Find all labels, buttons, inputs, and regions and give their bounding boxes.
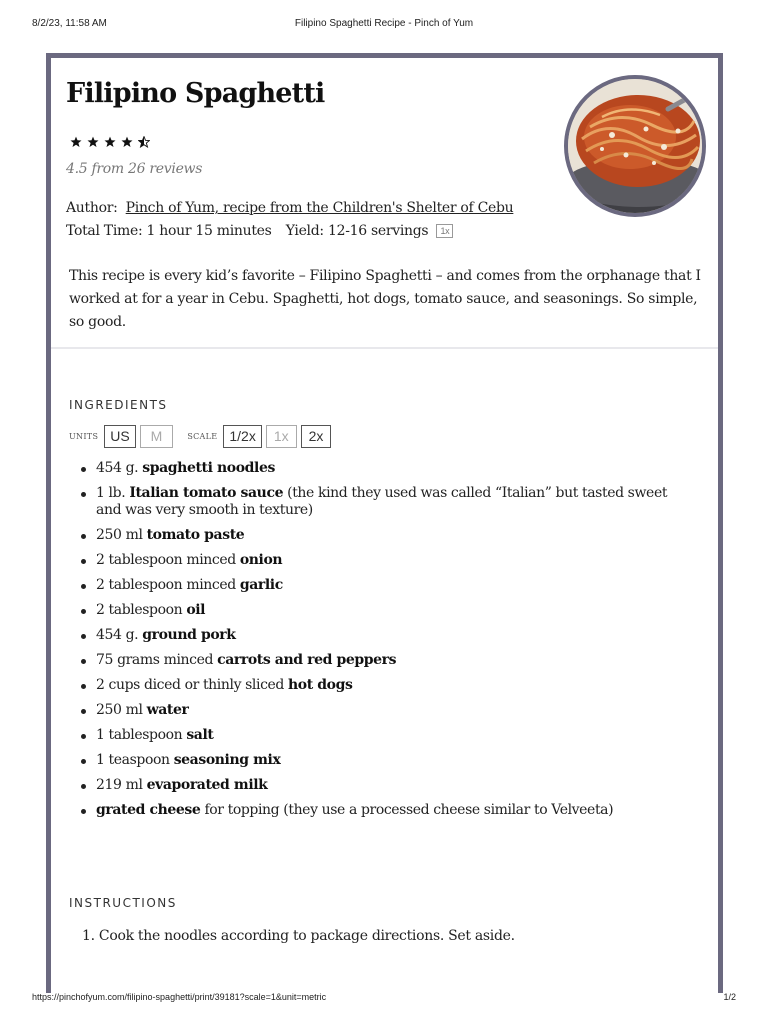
ingredient-item [75, 652, 695, 669]
instruction-step-text: Cook the noodles according to package directions. Set aside. [98, 928, 515, 944]
print-header [32, 18, 736, 32]
ingredient-name: garlic [239, 577, 283, 593]
ingredient-name: hot dogs [288, 677, 353, 693]
ingredient-amount: 250 ml [96, 527, 147, 543]
star-half-icon [138, 136, 150, 148]
ingredient-item [75, 677, 695, 694]
units-metric-button[interactable]: M [140, 425, 174, 448]
ingredient-item [75, 460, 695, 477]
total-time-value: 1 hour 15 minutes [146, 223, 272, 239]
scale-1x-button[interactable]: 1x [266, 425, 297, 448]
recipe-card [46, 53, 723, 993]
ingredient-amount: 1 tablespoon [96, 727, 187, 743]
recipe-title: Filipino Spaghetti [66, 78, 325, 109]
print-url: https://pinchofyum.com/filipino-spaghetti/print/39181?scale=1&unit=metric [32, 992, 327, 1002]
instruction-step [82, 926, 702, 946]
instruction-step-number: 1. [82, 928, 99, 944]
ingredient-amount: 2 cups diced or thinly sliced [96, 677, 289, 693]
ingredient-name: onion [239, 552, 283, 568]
instructions-heading: INSTRUCTIONS [69, 896, 177, 910]
ingredient-amount: 2 tablespoon minced [96, 552, 240, 568]
star-full-icon [70, 136, 82, 148]
print-date: 8/2/23, 11:58 AM [32, 18, 107, 29]
instructions-list [82, 926, 702, 946]
yield-value: 12-16 servings [327, 223, 429, 239]
print-doc-title: Filipino Spaghetti Recipe - Pinch of Yum [294, 18, 474, 29]
units-us-button[interactable]: US [104, 425, 135, 448]
print-footer [32, 992, 736, 1006]
total-time-label: Total Time: [66, 223, 143, 239]
ingredient-amount: 2 tablespoon [96, 602, 187, 618]
ingredient-name: tomato paste [146, 527, 245, 543]
ingredient-item [75, 627, 695, 644]
ingredient-name: carrots and red peppers [217, 652, 397, 668]
star-full-icon [104, 136, 116, 148]
ingredients-list [75, 460, 695, 827]
rating-text: 4.5 from 26 reviews [66, 161, 203, 177]
ingredient-amount: 1 teaspoon [96, 752, 174, 768]
yield-label: Yield: [285, 223, 324, 239]
ingredient-name: seasoning mix [173, 752, 281, 768]
ingredient-amount: 454 g. [96, 627, 143, 643]
unit-scale-controls [69, 424, 335, 448]
ingredient-item [75, 602, 695, 619]
ingredient-name: grated cheese [96, 802, 201, 818]
scale-label: SCALE [187, 431, 218, 441]
ingredient-item [75, 752, 695, 769]
ingredient-item [75, 777, 695, 794]
ingredient-item [75, 485, 695, 519]
print-page-number: 1/2 [723, 992, 736, 1002]
ingredient-amount: 219 ml [96, 777, 147, 793]
ingredient-name: water [146, 702, 189, 718]
ingredient-amount: 250 ml [96, 702, 147, 718]
ingredient-name: salt [186, 727, 214, 743]
ingredient-note: (the kind they used was called “Italian” but tasted sweet and was very smooth in texture) [96, 485, 668, 518]
recipe-summary: This recipe is every kid’s favorite – Filipino Spaghetti – and comes from the orphanage that I worked at for a year in Cebu. Spaghetti, hot dogs, tomato sauce, and seasonings. So simple, so good. [69, 268, 701, 330]
ingredient-item [75, 802, 695, 819]
ingredient-amount: 2 tablespoon minced [96, 577, 240, 593]
ingredient-name: spaghetti noodles [142, 460, 275, 476]
units-label: UNITS [69, 431, 99, 441]
yield-scale-pill[interactable]: 1x [436, 224, 453, 238]
ingredient-item [75, 727, 695, 744]
spaghetti-photo-illustration [568, 79, 706, 217]
ingredient-item [75, 527, 695, 544]
ingredient-amount: 75 grams minced [96, 652, 218, 668]
section-divider [51, 347, 718, 349]
scale-half-button[interactable]: 1/2x [223, 425, 261, 448]
ingredient-item [75, 702, 695, 719]
rating-stars [70, 136, 150, 148]
ingredient-amount: 454 g. [96, 460, 143, 476]
ingredient-name: evaporated milk [146, 777, 268, 793]
time-yield-line [66, 223, 453, 239]
ingredients-heading: INGREDIENTS [69, 398, 168, 412]
recipe-photo [564, 75, 706, 217]
author-line [66, 200, 513, 216]
ingredient-amount: 1 lb. [96, 485, 130, 501]
ingredient-item [75, 552, 695, 569]
author-link[interactable]: Pinch of Yum, recipe from the Children's Shelter of Cebu [125, 200, 514, 216]
scale-2x-button[interactable]: 2x [301, 425, 332, 448]
ingredient-name: Italian tomato sauce [129, 485, 284, 501]
star-full-icon [121, 136, 133, 148]
ingredient-name: oil [186, 602, 206, 618]
author-label: Author: [66, 200, 118, 216]
ingredient-name: ground pork [142, 627, 236, 643]
star-full-icon [87, 136, 99, 148]
ingredient-item [75, 577, 695, 594]
ingredient-note: for topping (they use a processed cheese similar to Velveeta) [200, 802, 614, 818]
